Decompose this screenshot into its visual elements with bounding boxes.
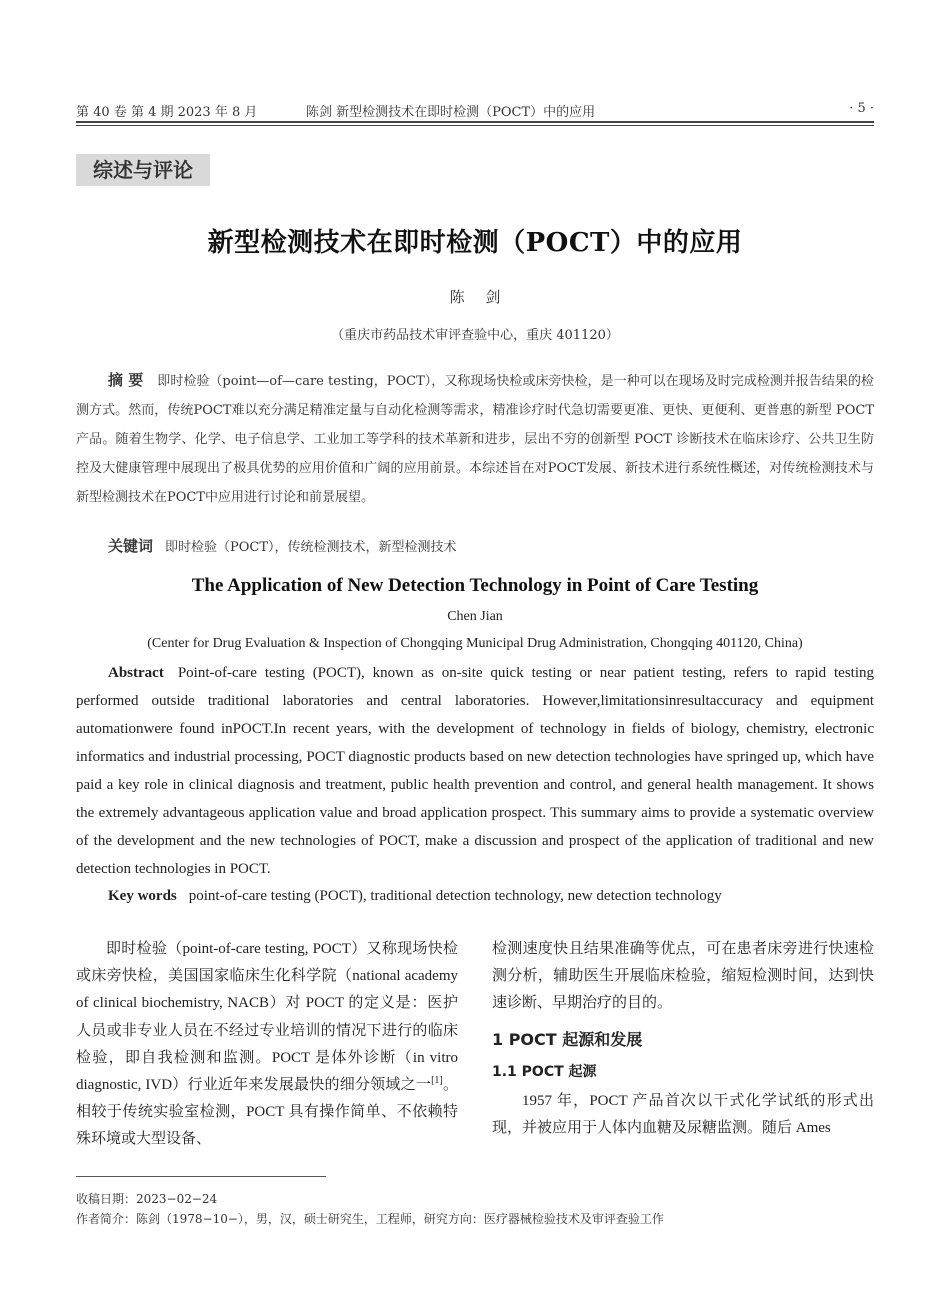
- footnote-rule: [76, 1176, 326, 1177]
- english-abstract-label: Abstract: [108, 665, 164, 681]
- section-heading-1: 1 POCT 起源和发展: [492, 1029, 643, 1049]
- english-keywords-label: Key words: [108, 888, 177, 904]
- chinese-keywords: [76, 533, 874, 561]
- article-title: 新型检测技术在即时检测（POCT）中的应用: [207, 228, 743, 258]
- author-affiliation: （重庆市药品技术审评查验中心，重庆 401120）: [331, 328, 619, 343]
- body-text: 即时检验（point-of-care testing, POCT）又称现场快检或床旁快检，美国国家临床生化科学院（national academy of clinical biochemistry, NACB）对 POCT 的定义是：医护人员或非专业人员在不经过专业培训的情况下进行的临床检验，即自我检测和监测。POCT 是体外诊断（in vitro diagnostic, IVD）行业近年来发展最快的细分领域之一: [76, 941, 458, 1094]
- body-paragraph: 1957 年，POCT 产品首次以干式化学试纸的形式出现，并被应用于人体内血糖及尿糖监测。随后 Ames: [492, 1092, 874, 1136]
- body-paragraph: 检测速度快且结果准确等优点，可在患者床旁进行快速检测分析，辅助医生开展临床检验，缩短检测时间，达到快速诊断、早期治疗的目的。: [492, 941, 874, 1012]
- section-tag: 综述与评论: [76, 154, 210, 186]
- english-title: The Application of New Detection Technology in Point of Care Testing: [191, 575, 759, 596]
- chinese-abstract-label: 摘 要: [108, 371, 144, 389]
- body-paragraph: [76, 936, 458, 1154]
- header-issue-info: 第 40 卷 第 4 期 2023 年 8 月: [76, 105, 258, 120]
- english-abstract: [76, 659, 874, 883]
- chinese-keywords-text: 即时检验（POCT），传统检测技术，新型检测技术: [165, 540, 457, 555]
- chinese-keywords-label: 关键词: [108, 537, 154, 555]
- header-rule-thin: [76, 125, 874, 126]
- body-text: 。相较于传统实验室检测，POCT 具有操作简单、不依赖特殊环境或大型设备、: [76, 1077, 458, 1148]
- english-abstract-text: Point-of-care testing (POCT), known as on-site quick testing or near patient testing, refers to rapid testing performed outside traditional laboratories and central laboratories. However,limitationsinresultaccuracy and equipment automationwere found inPOCT.In recent years, with the development of technology in fields of biology, chemistry, electronic informatics and industrial processing, POCT diagnostic products based on new detection technologies have springed up, which have paid a key role in clinical diagnosis and treatment, public health prevention and control, and general health management. It shows the extremely advantageous application value and broad application prospect. This summary aims to provide a systematic overview of the development and the new technologies of POCT, make a discussion and prospect of the application of traditional and new detection technologies in POCT.: [76, 665, 874, 877]
- chinese-abstract: [76, 366, 874, 512]
- footnote-author-bio: 作者简介：陈剑（1978−10−），男，汉，硕士研究生，工程师，研究方向：医疗器械检验技术及审评查验工作: [76, 1212, 664, 1226]
- footnote-received-date: 收稿日期：2023−02−24: [76, 1192, 218, 1206]
- section-heading-1-1: 1.1 POCT 起源: [492, 1063, 597, 1080]
- english-author: Chen Jian: [447, 609, 503, 624]
- english-affiliation: (Center for Drug Evaluation & Inspection of Chongqing Municipal Drug Administration, Chongqing 401120, China): [147, 636, 803, 651]
- header-running-title: 陈剑 新型检测技术在即时检测（POCT）中的应用: [306, 105, 596, 120]
- chinese-abstract-text: 即时检验（point—of—care testing，POCT），又称现场快检或床旁快检，是一种可以在现场及时完成检测并报告结果的检测方式。然而，传统POCT难以充分满足精准定量与自动化检测等需求，精准诊疗时代急切需要更准、更快、更便利、更普惠的新型 POCT 产品。随着生物学、化学、电子信息学、工业加工等学科的技术革新和进步，层出不穷的创新型 POCT 诊断技术在临床诊疗、公共卫生防控及大健康管理中展现出了极具优势的应用价值和广阔的应用前景。本综述旨在对POCT发展、新技术进行系统性概述，对传统检测技术与新型检测技术在POCT中应用进行讨论和前景展望。: [76, 374, 874, 505]
- english-keywords-text: point-of-care testing (POCT), traditional detection technology, new detection technology: [188, 888, 722, 904]
- header-page-number: · 5 ·: [849, 101, 874, 116]
- english-keywords: [76, 882, 874, 910]
- body-right-column: [492, 936, 874, 1142]
- header-rule-thick: [76, 121, 874, 123]
- citation-ref: [1]: [431, 1075, 443, 1087]
- body-left-column: [76, 936, 458, 1154]
- author-name: 陈 剑: [449, 288, 501, 306]
